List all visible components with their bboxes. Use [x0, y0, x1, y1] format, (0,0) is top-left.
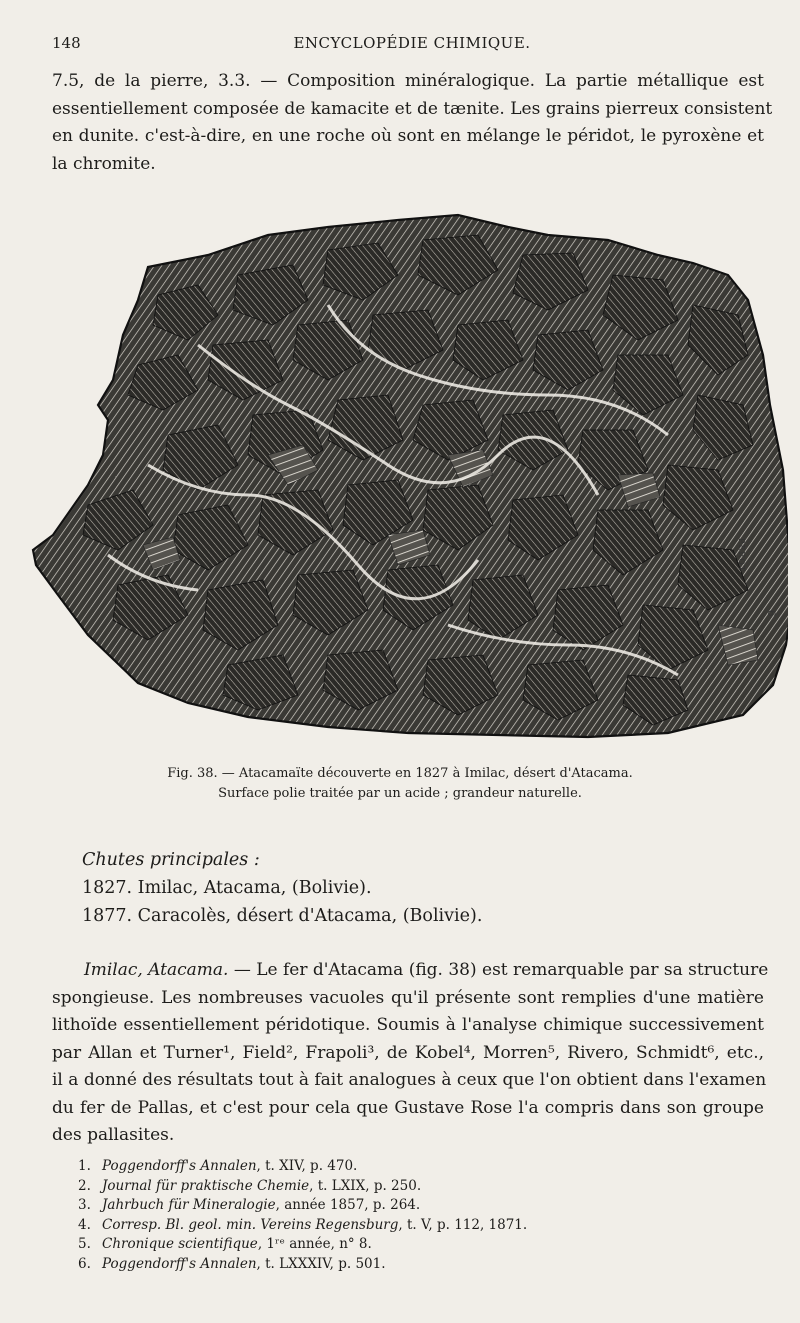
- body-line: spongieuse. Les nombreuses vacuoles qu'il présente sont remplies d'une matière: [52, 987, 764, 1008]
- figure-caption-line: Surface polie traitée par un acide ; grandeur naturelle.: [218, 786, 582, 801]
- page-number: 148: [52, 34, 81, 52]
- intro-paragraph: [52, 68, 773, 178]
- footnote: 2. Journal für praktische Chemie, t. LXIX, p. 250.: [78, 1177, 422, 1194]
- body-line-rest: — Le fer d'Atacama (fig. 38) est remarquable par sa structure: [228, 960, 769, 980]
- footnote: 6. Poggendorff's Annalen, t. LXXXIV, p. 501.: [78, 1255, 386, 1272]
- body-line: des pallasites.: [52, 1125, 175, 1145]
- chute-item: 1877. Caracolès, désert d'Atacama, (Bolivie).: [82, 906, 483, 926]
- body-lead: Imilac, Atacama.: [84, 960, 229, 980]
- margin-mark: 6: [765, 610, 776, 617]
- meteorite-engraving: [28, 205, 788, 755]
- footnote: 1. Poggendorff's Annalen, t. XIV, p. 470.: [78, 1158, 358, 1174]
- intro-line: 7.5, de la pierre, 3.3. — Composition minéralogique. La partie métallique est: [52, 71, 764, 91]
- chute-item: 1827. Imilac, Atacama, (Bolivie).: [82, 878, 372, 898]
- running-title: ENCYCLOPÉDIE CHIMIQUE.: [293, 34, 531, 52]
- figure-caption-line: Fig. 38. — Atacamaïte découverte en 1827 à Imilac, désert d'Atacama.: [167, 766, 633, 781]
- engraver-signature: PEROT: [737, 538, 746, 573]
- footnote: 3. Jahrbuch für Mineralogie, année 1857, p. 264.: [78, 1197, 421, 1214]
- body-line: lithoïde essentiellement péridotique. Soumis à l'analyse chimique successivement: [52, 1015, 764, 1035]
- footnote: 5. Chronique scientifique, 1ʳᵉ année, n° 8.: [78, 1236, 372, 1253]
- footnotes: [78, 1157, 527, 1275]
- body-paragraph: [52, 957, 769, 1150]
- chutes-heading: Chutes principales :: [82, 850, 260, 870]
- page-header: [52, 34, 772, 56]
- body-line: par Allan et Turner¹, Field², Frapoli³, de Kobel⁴, Morren⁵, Rivero, Schmidt⁶, etc.,: [52, 1042, 764, 1063]
- intro-line: en dunite. c'est-à-dire, en une roche où sont en mélange le péridot, le pyroxène et: [52, 126, 764, 146]
- body-line: [52, 957, 769, 985]
- body-line: il a donné des résultats tout à fait analogues à ceux que l'on obtient dans l'examen: [52, 1070, 767, 1090]
- body-line: du fer de Pallas, et c'est pour cela que Gustave Rose l'a compris dans son groupe: [52, 1097, 764, 1118]
- intro-line: la chromite.: [52, 153, 156, 174]
- footnote: 4. Corresp. Bl. geol. min. Vereins Regensburg, t. V, p. 112, 1871.: [78, 1216, 528, 1233]
- intro-line: essentiellement composée de kamacite et de tænite. Les grains pierreux consistent: [52, 98, 773, 119]
